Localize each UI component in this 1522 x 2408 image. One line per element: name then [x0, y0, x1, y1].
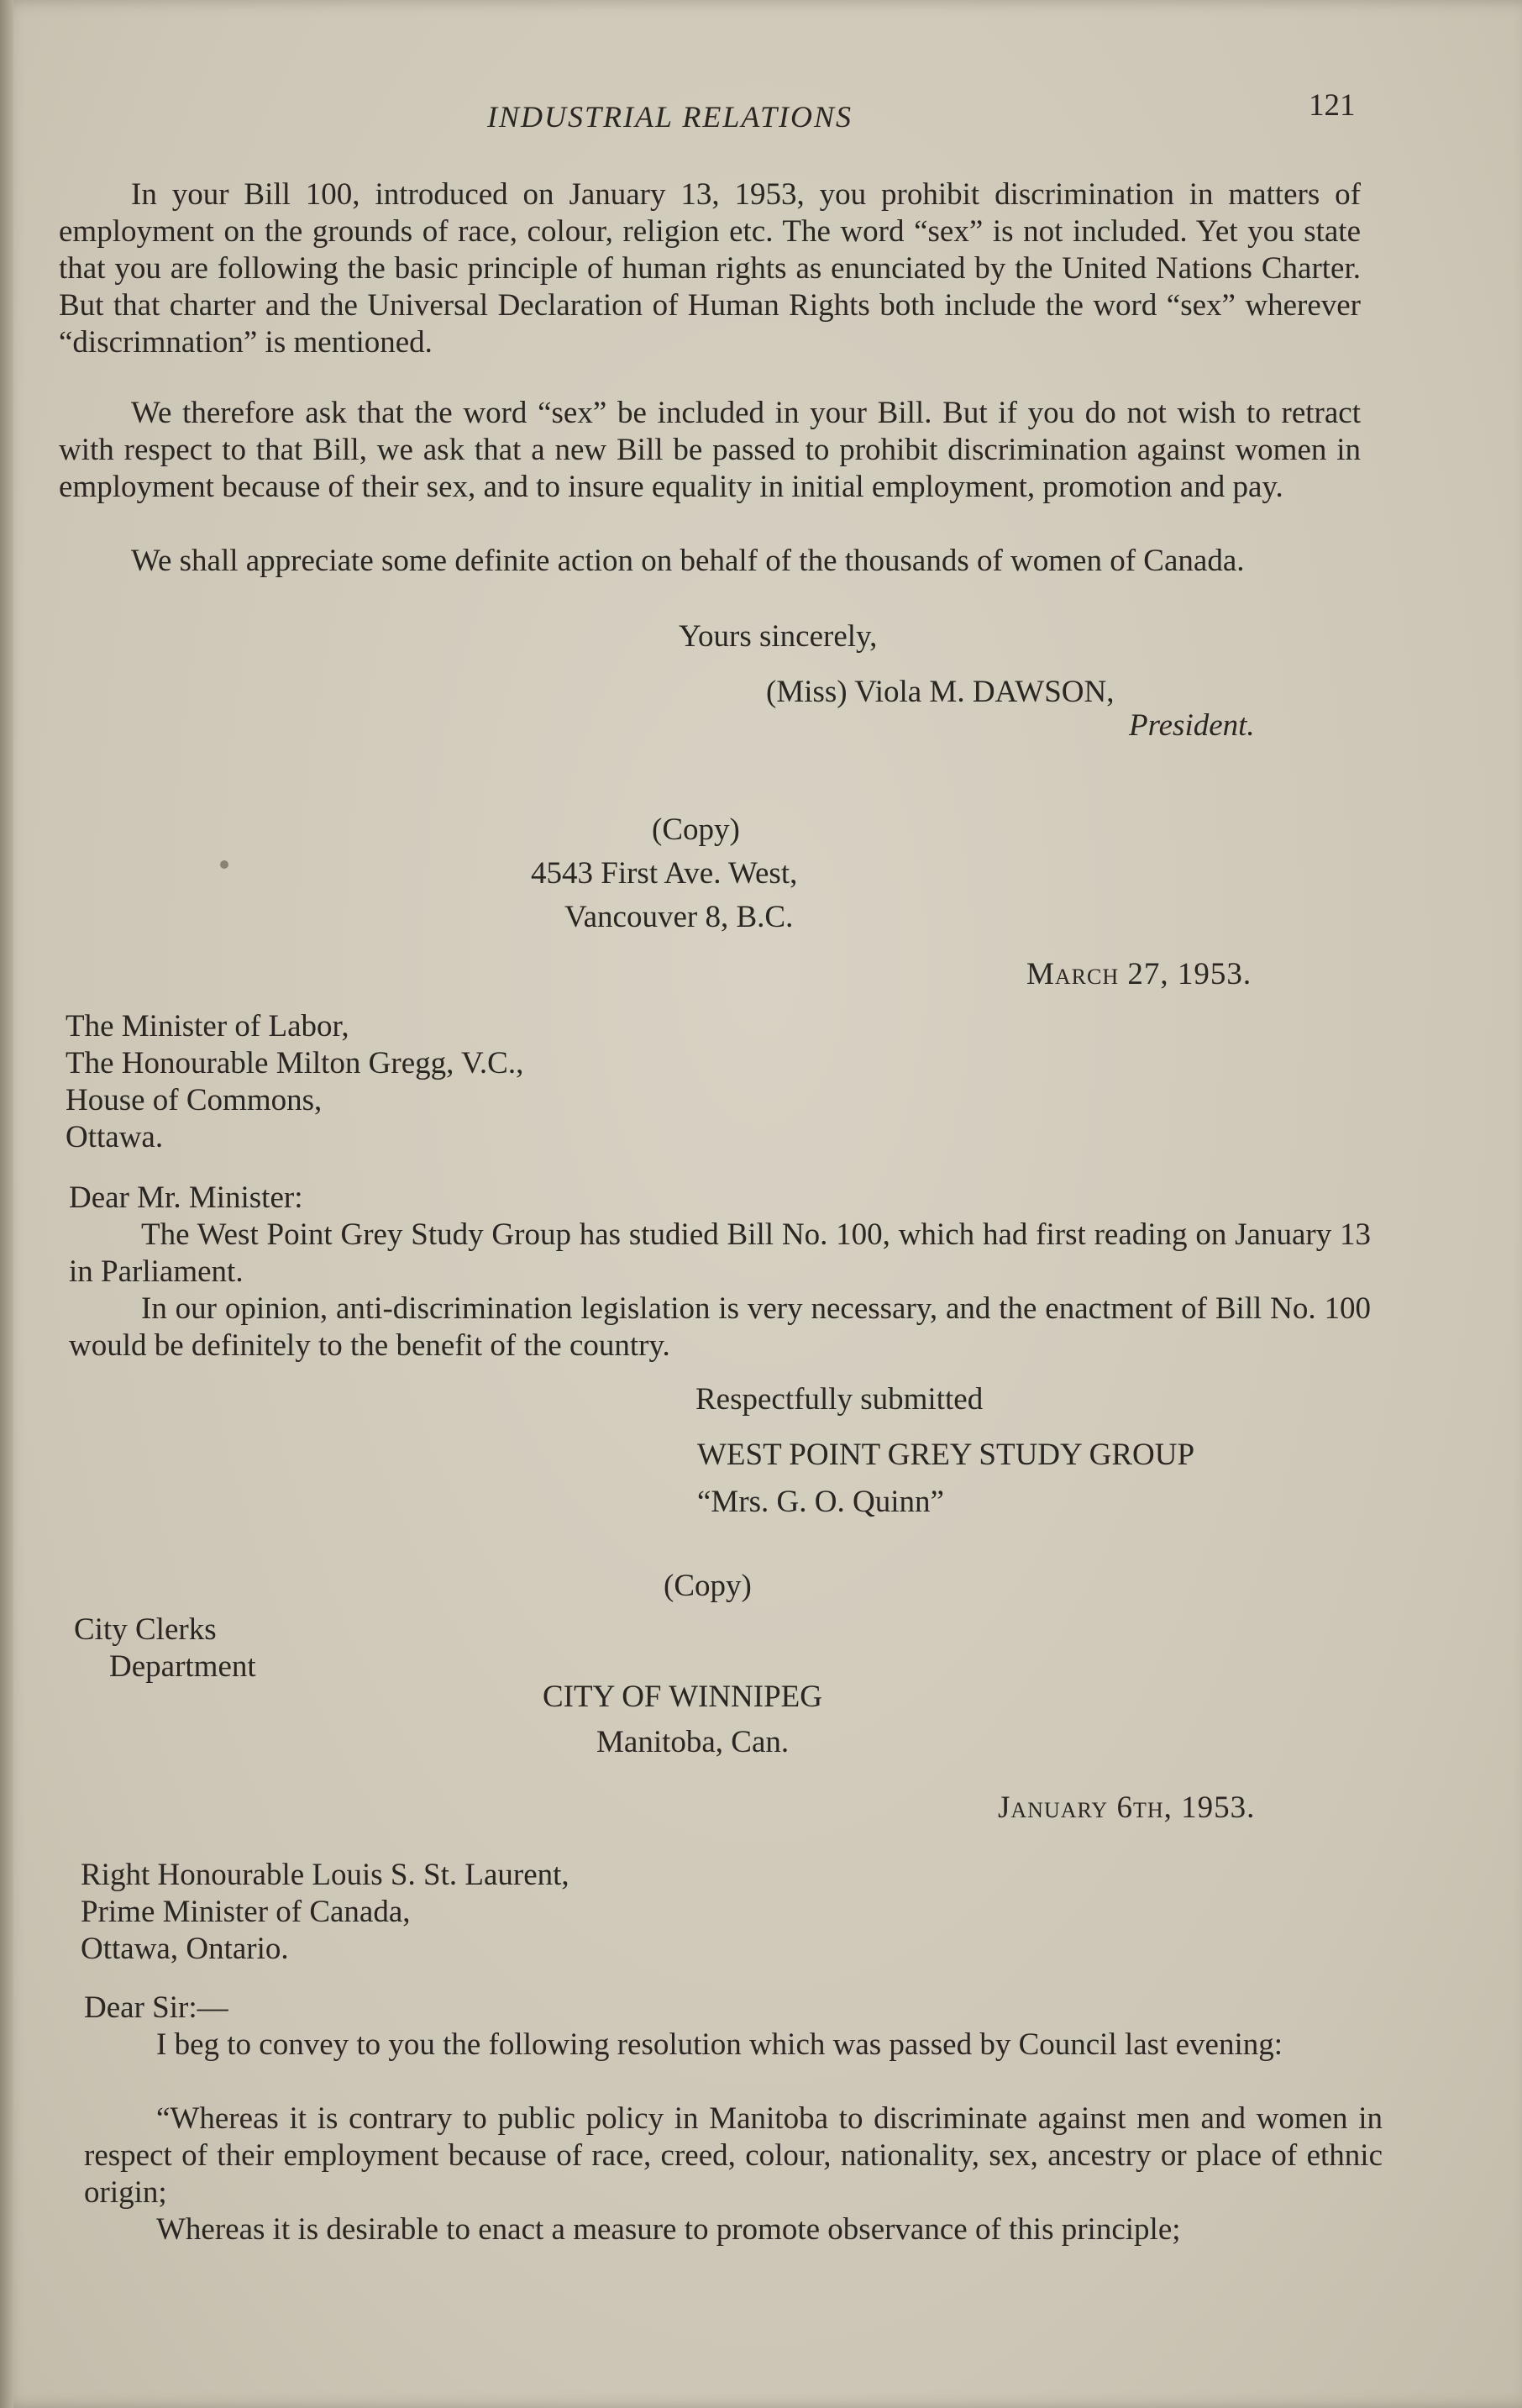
page-number: 121	[1309, 88, 1356, 123]
letter2-date: March 27, 1953.	[1026, 957, 1252, 991]
letter1-closing: Yours sincerely,	[679, 619, 878, 654]
letter2-paragraph-1: The West Point Grey Study Group has studied Bill No. 100, which had first reading on January 13 in Parliament.	[69, 1217, 1371, 1289]
letter3-recipient-line1: Right Honourable Louis S. St. Laurent,	[81, 1858, 569, 1892]
letter1-signer-title: President.	[1129, 708, 1255, 743]
letter3-paragraph-2: “Whereas it is contrary to public policy in Manitoba to discriminate against men and women in respect of their employment because of race, creed, colour, nationality, sex, ancestry or place of ethnic origin;	[84, 2101, 1383, 2210]
letter3-date: January 6th, 1953.	[998, 1790, 1256, 1825]
letter2-address-line1: 4543 First Ave. West,	[531, 856, 798, 891]
running-title: INDUSTRIAL RELATIONS	[487, 100, 853, 134]
letter3-paragraph-1: I beg to convey to you the following resolution which was passed by Council last evening:	[156, 2027, 1283, 2062]
letter3-city: CITY OF WINNIPEG	[543, 1680, 822, 1714]
letter3-copy-label: (Copy)	[664, 1569, 752, 1603]
letter3-dept-line1: City Clerks	[74, 1612, 217, 1647]
letter2-copy-label: (Copy)	[652, 812, 740, 847]
letter3-province: Manitoba, Can.	[596, 1725, 790, 1759]
letter2-recipient-line2: The Honourable Milton Gregg, V.C.,	[66, 1046, 524, 1080]
letter2-address-line2: Vancouver 8, B.C.	[564, 900, 794, 934]
letter1-signature: (Miss) Viola M. DAWSON,	[766, 675, 1115, 709]
letter1-paragraph-2: We therefore ask that the word “sex” be included in your Bill. But if you do not wish to retract with respect to that Bill, we ask that a new Bill be passed to prohibit discrimination against women in employment because of their sex, and to insure equality in initial employment, promotion and pay.	[59, 396, 1361, 504]
letter1-paragraph-1: In your Bill 100, introduced on January 13, 1953, you prohibit discrimination in matters of employment on the grounds of race, colour, religion etc. The word “sex” is not included. Yet you state that you are following the basic principle of human rights as enunciated by the United Nations Charter. But that charter and the Universal Declaration of Human Rights both include the word “sex” wherever “discrimnation” is mentioned.	[59, 177, 1361, 360]
letter2-signature: “Mrs. G. O. Quinn”	[697, 1485, 944, 1519]
letter3-paragraph-3: Whereas it is desirable to enact a measure to promote observance of this principle;	[156, 2212, 1181, 2247]
letter2-salutation: Dear Mr. Minister:	[69, 1180, 303, 1215]
letter1-paragraph-3: We shall appreciate some definite action on behalf of the thousands of women of Canada.	[131, 544, 1245, 578]
letter2-recipient-line4: Ottawa.	[66, 1120, 164, 1154]
letter3-salutation: Dear Sir:—	[84, 1990, 228, 2025]
letter3-dept-line2: Department	[109, 1649, 256, 1684]
letter3-recipient-line3: Ottawa, Ontario.	[81, 1932, 289, 1966]
letter2-recipient-line3: House of Commons,	[66, 1083, 323, 1117]
letter2-recipient-line1: The Minister of Labor,	[66, 1009, 349, 1044]
letter2-group-name: WEST POINT GREY STUDY GROUP	[697, 1438, 1195, 1472]
ink-spot	[220, 860, 228, 869]
letter2-paragraph-2: In our opinion, anti-discrimination legislation is very necessary, and the enactment of Bill No. 100 would be definitely to the benefit of the country.	[69, 1291, 1371, 1363]
letter3-recipient-line2: Prime Minister of Canada,	[81, 1895, 411, 1929]
page-binding-edge	[0, 0, 13, 2408]
letter2-closing: Respectfully submitted	[695, 1382, 984, 1417]
